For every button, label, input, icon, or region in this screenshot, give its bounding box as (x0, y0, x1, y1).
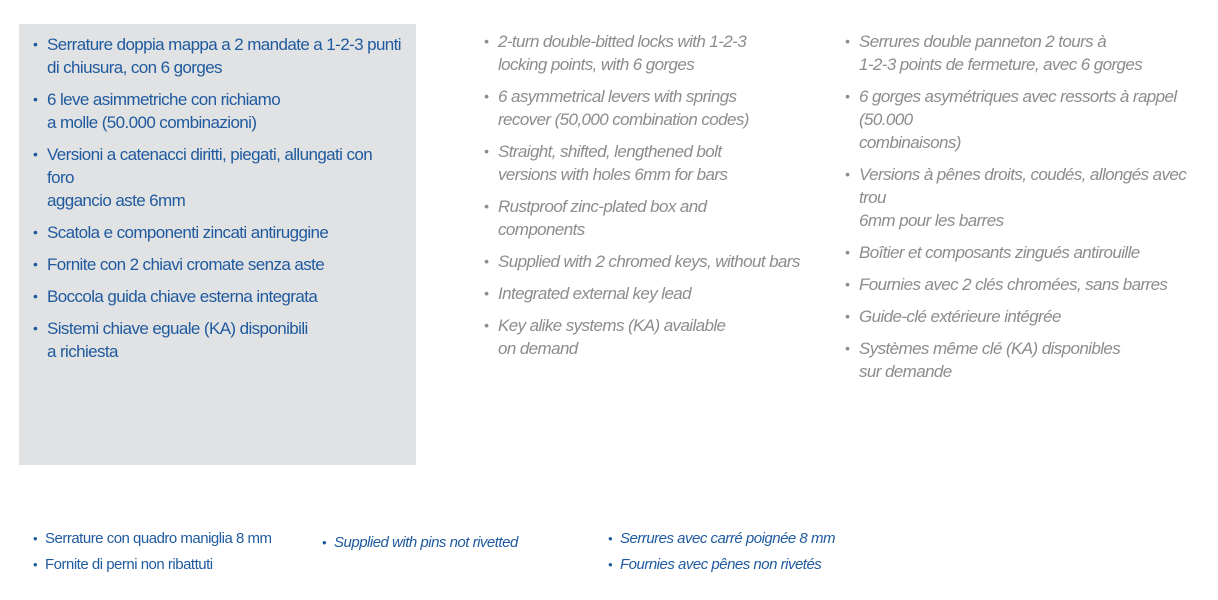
bullet-icon: • (484, 317, 489, 333)
bullet-icon: • (33, 320, 38, 336)
list-item-text: Key alike systems (KA) available on demand (498, 316, 726, 358)
list-item-text: Boîtier et composants zingués antirouille (859, 243, 1140, 262)
italian-note-list (33, 526, 271, 578)
list-item (845, 30, 1215, 76)
bullet-icon: • (33, 256, 38, 272)
list-item-text: Fornite con 2 chiavi cromate senza aste (47, 255, 325, 274)
list-item-text: Serrature con quadro maniglia 8 mm (45, 530, 272, 547)
french-feature-list (845, 30, 1215, 392)
list-item (845, 273, 1215, 296)
french-note-list (608, 526, 835, 578)
list-item-text: Sistemi chiave eguale (KA) disponibili a richiesta (47, 319, 308, 361)
list-item-text: Fournies avec pênes non rivetés (620, 556, 822, 573)
bullet-icon: • (33, 531, 38, 546)
italian-feature-list (33, 33, 403, 372)
list-item-text: Systèmes même clé (KA) disponibles sur demande (859, 339, 1121, 381)
bullet-icon: • (484, 33, 489, 49)
list-item (845, 241, 1215, 264)
list-item-text: Fornite di perni non ribattuti (45, 556, 213, 573)
list-item (33, 88, 403, 134)
list-item (484, 250, 804, 273)
bullet-icon: • (845, 33, 850, 49)
bullet-icon: • (322, 535, 327, 550)
bullet-icon: • (845, 166, 850, 182)
list-item (845, 85, 1215, 154)
list-item-text: Serrature doppia mappa a 2 mandate a 1-2-3 punti di chiusura, con 6 gorges (47, 35, 401, 77)
list-item (484, 85, 804, 131)
list-item-text: Fournies avec 2 clés chromées, sans barres (859, 275, 1168, 294)
list-item-text: Scatola e componenti zincati antiruggine (47, 223, 329, 242)
bullet-icon: • (608, 531, 613, 546)
bullet-icon: • (33, 224, 38, 240)
bullet-icon: • (845, 244, 850, 260)
bullet-icon: • (33, 91, 38, 107)
list-item-text: Serrures double panneton 2 tours à 1-2-3 points de fermeture, avec 6 gorges (859, 32, 1143, 74)
english-note-list (322, 530, 518, 556)
list-item (608, 526, 835, 552)
list-item-text: 6 leve asimmetriche con richiamo a molle (50.000 combinazioni) (47, 90, 281, 132)
list-item (33, 317, 403, 363)
bullet-icon: • (33, 288, 38, 304)
list-item-text: Integrated external key lead (498, 284, 692, 303)
list-item (845, 305, 1215, 328)
list-item-text: Supplied with 2 chromed keys, without bars (498, 252, 800, 271)
list-item-text: Boccola guida chiave esterna integrata (47, 287, 318, 306)
list-item-text: 6 gorges asymétriques avec ressorts à rappel (50.000 combinaisons) (859, 87, 1177, 152)
bullet-icon: • (33, 36, 38, 52)
bullet-icon: • (33, 146, 38, 162)
list-item (484, 30, 804, 76)
list-item (33, 143, 403, 212)
list-item (845, 337, 1215, 383)
list-item (33, 285, 403, 308)
bullet-icon: • (33, 557, 38, 572)
bullet-icon: • (845, 340, 850, 356)
list-item (484, 282, 804, 305)
list-item-text: Supplied with pins not rivetted (334, 534, 518, 551)
list-item (33, 526, 271, 552)
bullet-icon: • (484, 143, 489, 159)
bullet-icon: • (608, 557, 613, 572)
list-item (608, 552, 835, 578)
list-item-text: Straight, shifted, lengthened bolt versions with holes 6mm for bars (498, 142, 728, 184)
english-feature-list (484, 30, 804, 369)
list-item (33, 221, 403, 244)
list-item-text: Guide-clé extérieure intégrée (859, 307, 1061, 326)
list-item-text: 2-turn double-bitted locks with 1-2-3 locking points, with 6 gorges (498, 32, 747, 74)
bullet-icon: • (484, 88, 489, 104)
list-item-text: 6 asymmetrical levers with springs recover (50,000 combination codes) (498, 87, 749, 129)
list-item (845, 163, 1215, 232)
bullet-icon: • (845, 276, 850, 292)
list-item (33, 552, 271, 578)
bullet-icon: • (845, 308, 850, 324)
list-item (484, 314, 804, 360)
list-item (33, 33, 403, 79)
list-item-text: Versioni a catenacci diritti, piegati, allungati con foro aggancio aste 6mm (47, 145, 373, 210)
list-item-text: Rustproof zinc-plated box and components (498, 197, 707, 239)
list-item (484, 140, 804, 186)
bullet-icon: • (845, 88, 850, 104)
bullet-icon: • (484, 253, 489, 269)
bullet-icon: • (484, 285, 489, 301)
list-item (484, 195, 804, 241)
bullet-icon: • (484, 198, 489, 214)
list-item (322, 530, 518, 556)
list-item-text: Versions à pênes droits, coudés, allongés avec trou 6mm pour les barres (859, 165, 1187, 230)
list-item-text: Serrures avec carré poignée 8 mm (620, 530, 835, 547)
list-item (33, 253, 403, 276)
